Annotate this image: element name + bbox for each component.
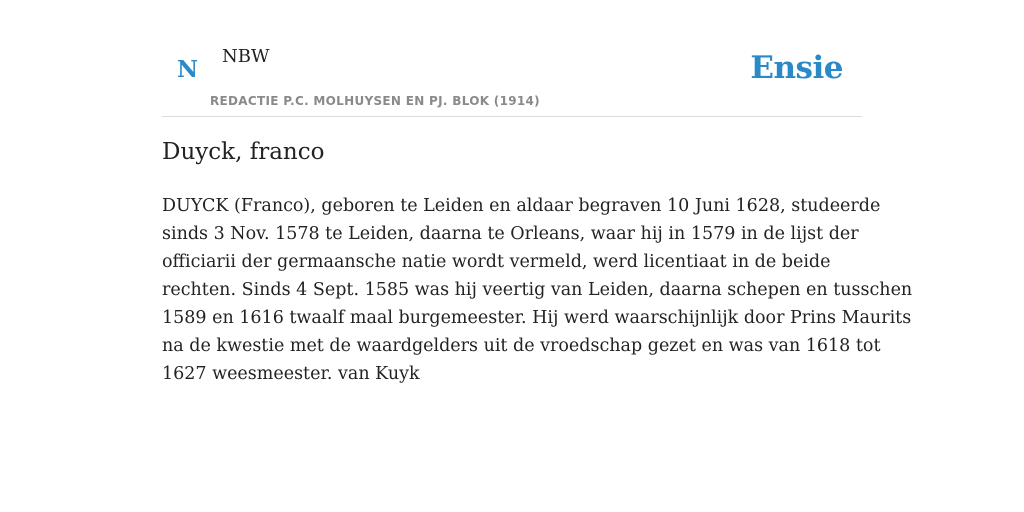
source-logo[interactable]: N — [177, 56, 199, 83]
body-line: rechten. Sinds 4 Sept. 1585 was hij veertig van Leiden, daarna schepen en tusschen — [162, 280, 913, 300]
body-line: 1627 weesmeester. van Kuyk — [162, 364, 420, 384]
body-line: officiarii der germaansche natie wordt vermeld, werd licentiaat in de beide — [162, 252, 831, 272]
page-container — [162, 0, 913, 384]
body-line: DUYCK (Franco), geboren te Leiden en aldaar begraven 10 Juni 1628, studeerde — [162, 196, 881, 216]
body-line: na de kwestie met de waardgelders uit de vroedschap gezet en was van 1618 tot — [162, 336, 881, 356]
source-title[interactable]: NBW — [222, 46, 270, 67]
source-editors: REDACTIE P.C. MOLHUYSEN EN PJ. BLOK (1914) — [210, 94, 540, 108]
entry-body — [162, 192, 913, 388]
body-line: 1589 en 1616 twaalf maal burgemeester. Hij werd waarschijnlijk door Prins Maurits — [162, 308, 912, 328]
entry-title: Duyck, franco — [162, 139, 325, 165]
body-line: sinds 3 Nov. 1578 te Leiden, daarna te Orleans, waar hij in 1579 in de lijst der — [162, 224, 859, 244]
ensie-logo-link[interactable]: Ensie — [750, 50, 843, 86]
source-header — [162, 0, 862, 117]
